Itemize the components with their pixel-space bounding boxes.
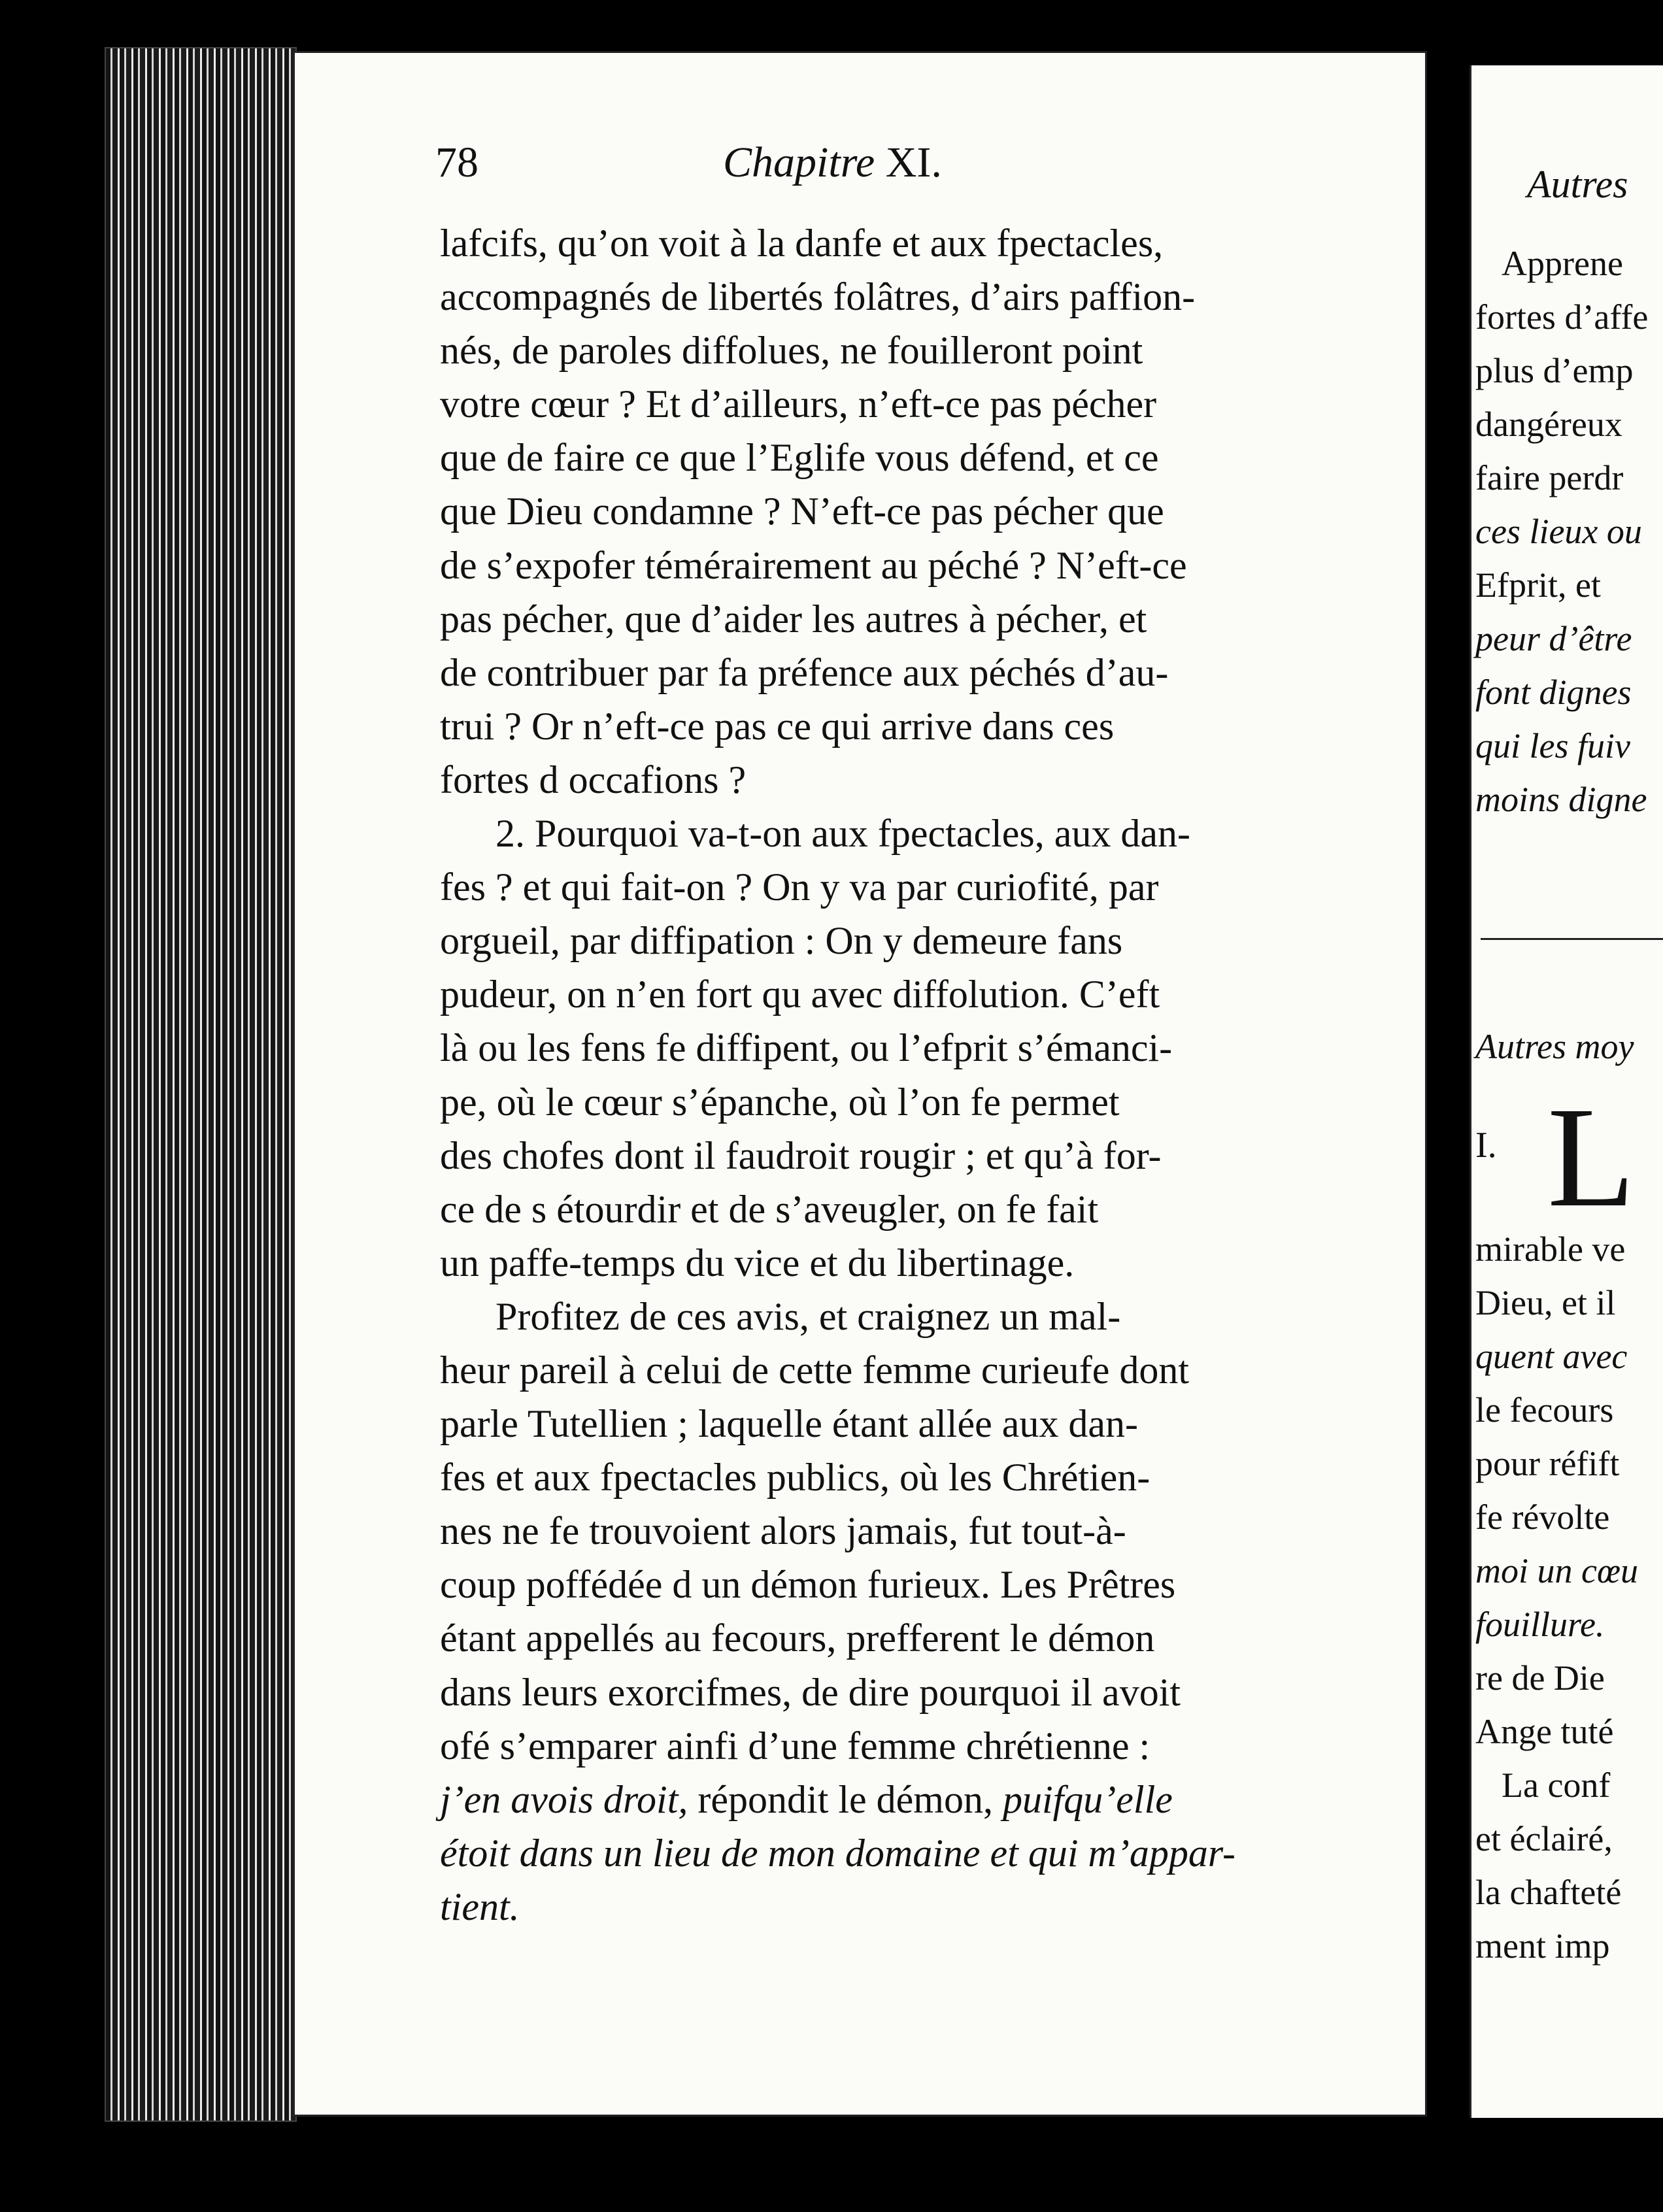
- right-text-bottom: [1475, 1222, 1663, 1973]
- section-subheading: Autres moy: [1475, 1027, 1634, 1066]
- text-line: votre cœur ? Et d’ailleurs, n’eft-ce pas pécher: [440, 382, 1157, 426]
- left-page: [293, 51, 1427, 2117]
- text-line: Dieu, et il: [1475, 1283, 1616, 1322]
- text-line: quent avec: [1475, 1337, 1628, 1376]
- text-line: La conf: [1502, 1766, 1611, 1805]
- text-line: de contribuer par fa préfence aux péchés d’au-: [440, 650, 1169, 694]
- running-head-chapter-number: XI.: [885, 139, 942, 186]
- text-line: plus d’emp: [1475, 351, 1634, 390]
- drop-cap-letter: L: [1547, 1077, 1636, 1237]
- text-line: Efprit, et: [1475, 565, 1601, 605]
- text-line: que Dieu condamne ? N’eft-ce pas pécher que: [440, 490, 1164, 533]
- running-head: [723, 138, 1311, 188]
- text-line: la chafteté: [1475, 1873, 1622, 1912]
- roman-text: répondit le démon,: [688, 1777, 1003, 1821]
- italic-quote-continue: puifqu’elle: [1002, 1777, 1173, 1821]
- page-number: 78: [435, 139, 479, 186]
- text-line: faire perdr: [1475, 458, 1624, 497]
- running-head-chapter-word: Chapitre: [723, 139, 875, 186]
- right-text-top: [1475, 237, 1663, 826]
- text-line: accompagnés de libertés folâtres, d’airs paffion-: [440, 275, 1196, 319]
- page-header: [435, 138, 1396, 210]
- section-divider: [1481, 938, 1663, 940]
- text-line: dans leurs exorcifmes, de dire pourquoi il avoit: [440, 1670, 1181, 1714]
- paragraph-start-line: Profitez de ces avis, et craignez un mal-: [496, 1294, 1121, 1338]
- text-line: Ange tuté: [1475, 1712, 1614, 1751]
- text-line: coup poffédée d un démon furieux. Les Prêtres: [440, 1563, 1176, 1607]
- text-line: étant appellés au fecours, prefferent le démon: [440, 1617, 1155, 1660]
- text-line: pudeur, on n’en fort qu avec diffolution. C’eft: [440, 973, 1160, 1016]
- text-line: orgueil, par diffipation : On y demeure fans: [440, 919, 1123, 963]
- text-line: mirable ve: [1475, 1230, 1626, 1269]
- text-line: heur pareil à celui de cette femme curieufe dont: [440, 1348, 1190, 1392]
- text-line: de s’expofer témérairement au péché ? N’eft-ce: [440, 543, 1187, 587]
- text-line: lafcifs, qu’on voit à la danfe et aux fpectacles,: [440, 222, 1164, 265]
- text-line: que de faire ce que l’Eglife vous défend, et ce: [440, 436, 1159, 480]
- text-line: ofé s’emparer ainfi d’une femme chrétienne :: [440, 1724, 1151, 1768]
- text-line: re de Die: [1475, 1658, 1605, 1698]
- book-page-edges: [105, 47, 297, 2122]
- text-line: là ou les fens fe diffipent, ou l’efprit s’émanci-: [440, 1026, 1173, 1070]
- right-running-head: Autres: [1527, 163, 1628, 206]
- text-line: font dignes: [1475, 673, 1632, 712]
- text-line: moi un cœu: [1475, 1551, 1638, 1590]
- text-line: pour réfift: [1475, 1444, 1620, 1483]
- section-number: I.: [1475, 1125, 1497, 1165]
- text-line: des chofes dont il faudroit rougir ; et qu’à for-: [440, 1133, 1162, 1177]
- text-line: fes ? et qui fait-on ? On y va par curiofité, par: [440, 865, 1159, 909]
- text-line: ces lieux ou: [1475, 512, 1642, 551]
- text-line: parle Tutellien ; laquelle étant allée aux dan-: [440, 1402, 1138, 1446]
- text-line: un paffe-temps du vice et du libertinage.: [440, 1241, 1075, 1284]
- drop-cap-block: [1475, 1077, 1663, 1237]
- text-line: fortes d occafions ?: [440, 758, 747, 801]
- text-line: qui les fuiv: [1475, 726, 1630, 765]
- text-line: pe, où le cœur s’épanche, où l’on fe permet: [440, 1080, 1120, 1124]
- text-line: et éclairé,: [1475, 1819, 1613, 1858]
- text-line: le fecours: [1475, 1390, 1614, 1430]
- text-line: fes et aux fpectacles publics, où les Chrétien-: [440, 1456, 1151, 1500]
- text-line: moins digne: [1475, 780, 1647, 819]
- text-line: nés, de paroles diffolues, ne fouilleront point: [440, 329, 1143, 373]
- italic-quote-line: tient.: [440, 1885, 520, 1928]
- paragraph-start-line: 2. Pourquoi va-t-on aux fpectacles, aux dan-: [496, 812, 1190, 856]
- mixed-style-line: [440, 1773, 1394, 1826]
- text-line: fe révolte: [1475, 1498, 1610, 1537]
- text-line: ment imp: [1475, 1926, 1610, 1966]
- text-line: nes ne fe trouvoient alors jamais, fut tout-à-: [440, 1509, 1126, 1553]
- italic-quote-line: étoit dans un lieu de mon domaine et qui m’appar-: [440, 1831, 1235, 1875]
- text-line: fouillure.: [1475, 1605, 1605, 1644]
- text-line: trui ? Or n’eft-ce pas ce qui arrive dans ces: [440, 704, 1115, 748]
- right-page-fragment: [1470, 65, 1663, 2118]
- text-line: dangéreux: [1475, 405, 1622, 444]
- body-text: [440, 216, 1394, 1934]
- text-line: fortes d’affe: [1475, 297, 1649, 337]
- text-line: ce de s étourdir et de s’aveugler, on fe fait: [440, 1187, 1099, 1231]
- italic-quote-start: j’en avois droit,: [440, 1777, 688, 1821]
- text-line: pas pécher, que d’aider les autres à pécher, et: [440, 597, 1147, 641]
- text-line: Apprene: [1502, 244, 1623, 283]
- text-line: peur d’être: [1475, 619, 1632, 658]
